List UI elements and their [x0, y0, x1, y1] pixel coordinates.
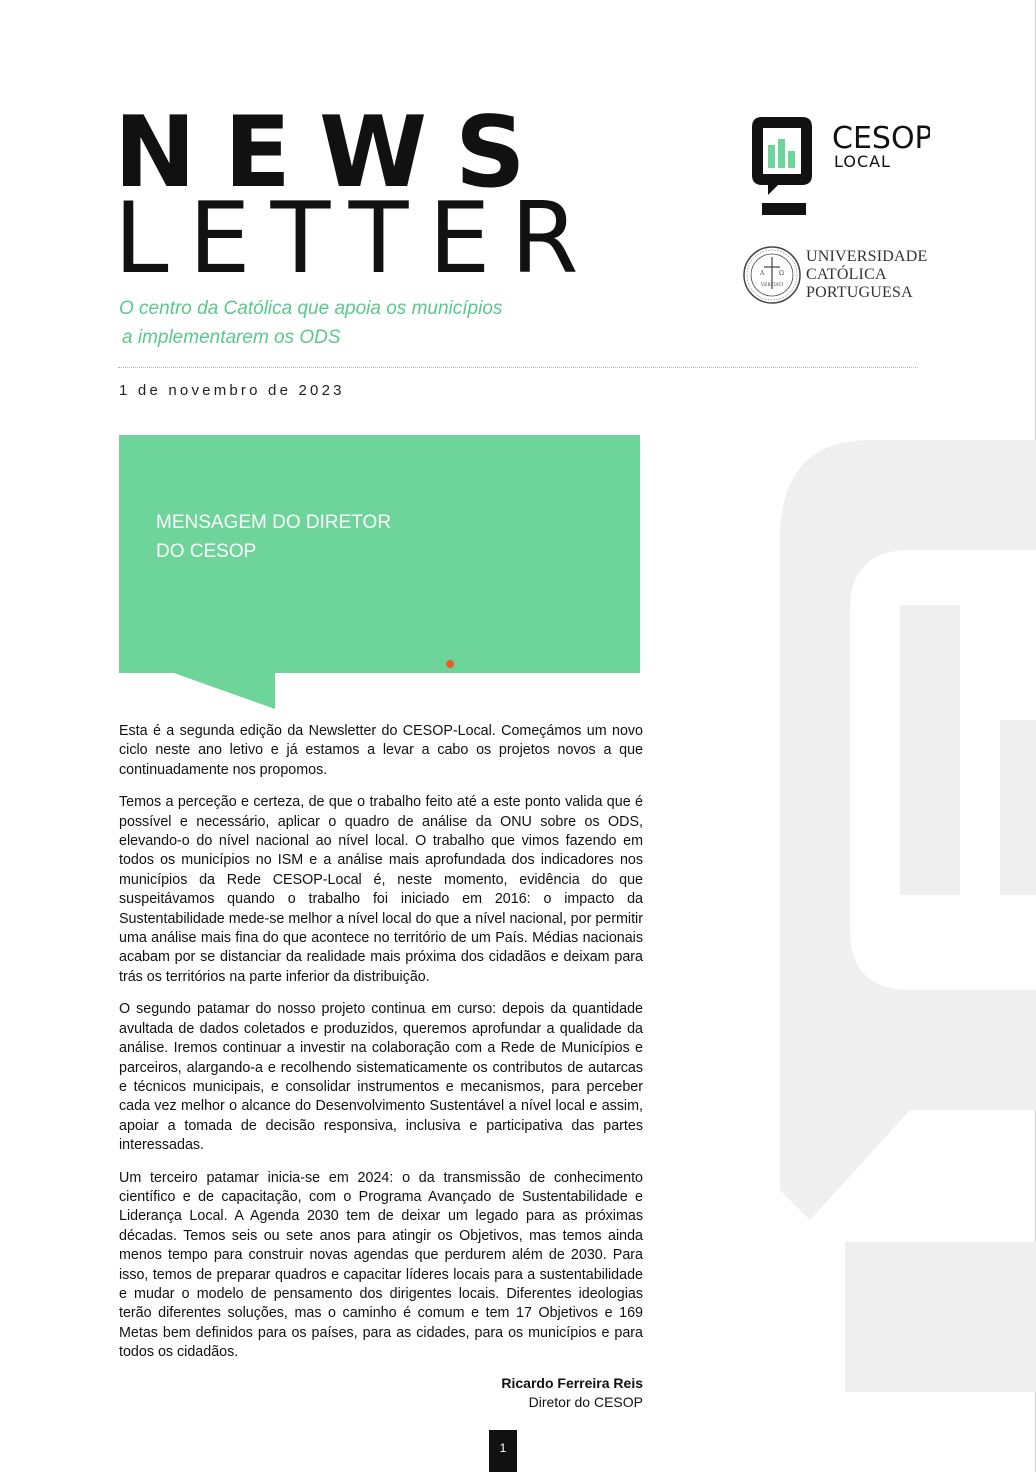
cesop-watermark-bar-icon	[845, 1242, 1036, 1392]
ucp-logo	[740, 245, 930, 307]
director-message-callout	[119, 435, 640, 709]
article-body	[119, 722, 643, 1376]
ucp-seal-icon	[742, 245, 802, 305]
ucp-seal-lettering: VERITATI	[760, 283, 784, 288]
ucp-line1: UNIVERSIDADE	[806, 248, 928, 265]
subtitle-line2: a implementarem os ODS	[122, 327, 341, 348]
newsletter-subtitle	[119, 294, 502, 352]
ucp-wordmark	[806, 248, 928, 302]
signature-name: Ricardo Ferreira Reis	[501, 1375, 643, 1391]
cesop-logo-icon	[750, 115, 930, 217]
orange-dot-icon	[446, 660, 454, 668]
svg-text:Ω: Ω	[779, 270, 784, 277]
issue-date: 1 de novembro de 2023	[119, 382, 345, 399]
newsletter-title-line2: LETTER	[114, 182, 599, 296]
callout-title	[156, 508, 391, 566]
header-divider	[118, 367, 918, 368]
cesop-local-logo	[750, 115, 930, 217]
article-paragraph: Temos a perceção e certeza, de que o trabalho feito até a este ponto valida que é possível e necessário, aplicar o quadro de análise da ONU sobre os ODS, elevando-o do nível nacional ao nível local. O trabalho que vimos fazendo em todos os municípios no ISM e a análise mais aprofundada dos indicadores nos municípios da Rede CESOP-Local é, neste momento, evidência do que suspeitávamos quando o trabalho foi iniciado em 2016: o impacto da Sustentabilidade mede-se melhor a nível local do que a nível nacional, por permitir uma análise mais fina do que acontece no território de um País. Médias nacionais acabam por se distanciar da realidade mais próxima dos cidadãos e deixam para trás os territórios na parte inferior da distribuição.	[119, 794, 643, 985]
cesop-logo-name: CESOP	[832, 121, 930, 156]
cesop-logo-sub: LOCAL	[834, 152, 891, 171]
page-number: 1	[489, 1430, 517, 1472]
subtitle-line1: O centro da Católica que apoia os municípios	[119, 298, 503, 319]
signature-role: Diretor do CESOP	[528, 1394, 643, 1410]
callout-title-line2: DO CESOP	[156, 541, 257, 562]
article-paragraph: Esta é a segunda edição da Newsletter do CESOP-Local. Começámos um novo ciclo neste ano letivo e já estamos a levar a cabo os projetos novos a que continuadamente nos propomos.	[119, 723, 643, 778]
ucp-line2: CATÓLICA	[806, 266, 887, 283]
cesop-watermark-icon	[720, 430, 1036, 1230]
article-paragraph: Um terceiro patamar inicia-se em 2024: o da transmissão de conhecimento científico e de capacitação, com o Programa Avançado de Sustentabilidade e Liderança Local. A Agenda 2030 tem de deixar um legado para as próximas décadas. Temos seis ou sete anos para atingir os Objetivos, mas temos ainda menos tempo para construir novas agendas que perdurem além de 2030. Para isso, temos de preparar quadros e capacitar líderes locais para a sustentabilidade e mudar o modelo de pensamento dos dirigentes locais. Diferentes ideologias terão diferentes soluções, mas o caminho é comum e tem 17 Objetivos e 169 Metas bem definidos para os países, para as cidades, para os municípios e para todos os cidadãos.	[119, 1169, 643, 1361]
ucp-line3: PORTUGUESA	[806, 284, 913, 301]
svg-text:A: A	[760, 270, 765, 277]
article-paragraph: O segundo patamar do nosso projeto continua em curso: depois da quantidade avultada de dados coletados e produzidos, queremos aprofundar a qualidade da análise. Iremos continuar a investir na colaboração com a Rede de Municípios e parceiros, alargando-a e recolhendo sistematicamente os contributos de autarcas e técnicos municipais, e consolidar instrumentos e mecanismos, para perceber cada vez melhor o alcance do Desenvolvimento Sustentável a nível local e assim, apoiar a tomada de decisão responsiva, inclusiva e participativa das partes interessadas.	[119, 1001, 643, 1154]
callout-title-line1: MENSAGEM DO DIRETOR	[156, 512, 392, 533]
newsletter-title-line1: NEWS	[114, 96, 554, 210]
